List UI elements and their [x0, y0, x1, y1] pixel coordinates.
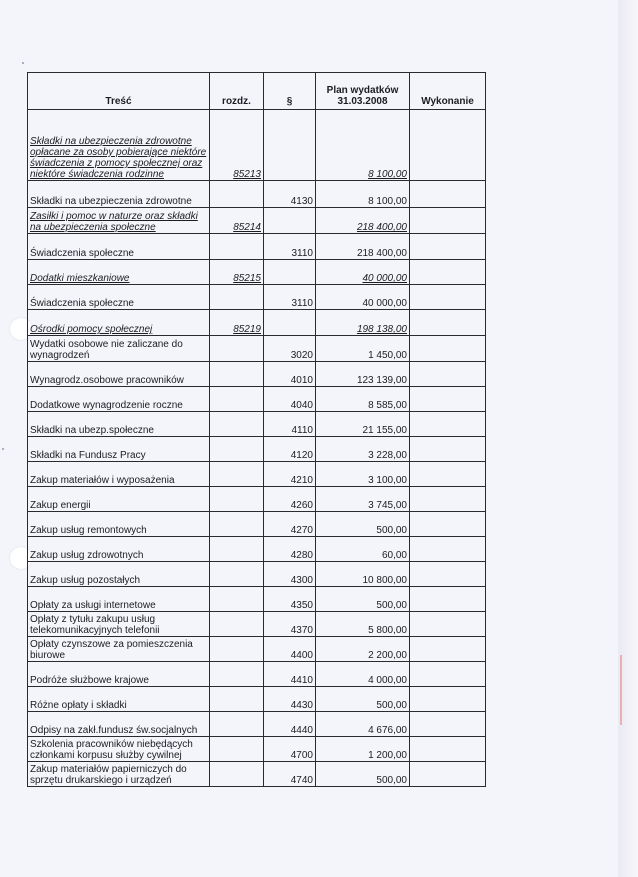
table-row [28, 687, 486, 712]
cell-desc: Opłaty czynszowe za pomieszczenia biurowe [28, 637, 210, 662]
cell-rozdz [210, 662, 264, 687]
cell-paragraph: 4280 [264, 537, 316, 562]
table-header-row [28, 73, 486, 110]
cell-rozdz: 85214 [210, 208, 264, 234]
cell-exec [410, 587, 486, 612]
cell-rozdz [210, 234, 264, 260]
cell-paragraph: 4010 [264, 362, 316, 387]
cell-plan: 60,00 [316, 537, 410, 562]
cell-plan: 4 676,00 [316, 712, 410, 737]
cell-plan: 2 200,00 [316, 637, 410, 662]
cell-rozdz [210, 387, 264, 412]
cell-paragraph [264, 260, 316, 285]
cell-exec [410, 310, 486, 336]
cell-desc: Dodatki mieszkaniowe [28, 260, 210, 285]
table-row [28, 208, 486, 234]
cell-paragraph: 3110 [264, 285, 316, 310]
cell-plan: 500,00 [316, 687, 410, 712]
cell-plan: 40 000,00 [316, 285, 410, 310]
cell-paragraph: 4370 [264, 612, 316, 637]
cell-paragraph: 4350 [264, 587, 316, 612]
header-rozdz: rozdz. [210, 73, 264, 110]
cell-desc: Zakup energii [28, 487, 210, 512]
table-row [28, 462, 486, 487]
cell-exec [410, 412, 486, 437]
cell-rozdz [210, 612, 264, 637]
cell-exec [410, 712, 486, 737]
cell-rozdz: 85213 [210, 110, 264, 181]
cell-desc: Świadczenia społeczne [28, 234, 210, 260]
cell-desc: Składki na ubezpieczenia zdrowotne [28, 181, 210, 208]
cell-rozdz [210, 437, 264, 462]
cell-desc: Zakup materiałów i wyposażenia [28, 462, 210, 487]
table-row [28, 310, 486, 336]
table-row [28, 362, 486, 387]
table-row [28, 512, 486, 537]
cell-plan: 10 800,00 [316, 562, 410, 587]
cell-plan: 1 450,00 [316, 336, 410, 362]
table-row [28, 587, 486, 612]
cell-plan: 3 228,00 [316, 437, 410, 462]
table-row [28, 762, 486, 787]
cell-rozdz: 85215 [210, 260, 264, 285]
cell-exec [410, 387, 486, 412]
header-plan [316, 73, 410, 110]
header-tresc: Treść [28, 73, 210, 110]
cell-plan: 218 400,00 [316, 234, 410, 260]
cell-exec [410, 687, 486, 712]
cell-exec [410, 181, 486, 208]
header-wykonanie: Wykonanie [410, 73, 486, 110]
cell-paragraph: 4700 [264, 737, 316, 762]
cell-exec [410, 362, 486, 387]
cell-exec [410, 762, 486, 787]
cell-desc: Składki na ubezpieczenia zdrowotne opłacane za osoby pobierające niektóre świadczenia z pomocy społecznej oraz niektóre świadczenia rodzinne [28, 110, 210, 181]
scan-edge-mark [620, 655, 622, 725]
table-row [28, 712, 486, 737]
cell-plan: 123 139,00 [316, 362, 410, 387]
cell-rozdz [210, 487, 264, 512]
header-plan-line2: 31.03.2008 [337, 96, 388, 107]
cell-plan: 500,00 [316, 587, 410, 612]
cell-paragraph: 4430 [264, 687, 316, 712]
table-row [28, 181, 486, 208]
cell-exec [410, 487, 486, 512]
table-row [28, 285, 486, 310]
cell-paragraph [264, 110, 316, 181]
cell-paragraph: 4130 [264, 181, 316, 208]
cell-desc: Składki na Fundusz Pracy [28, 437, 210, 462]
cell-desc: Dodatkowe wynagrodzenie roczne [28, 387, 210, 412]
cell-paragraph: 4270 [264, 512, 316, 537]
cell-desc: Zasiłki i pomoc w naturze oraz składki na ubezpieczenia społeczne [28, 208, 210, 234]
cell-exec [410, 110, 486, 181]
table-row [28, 662, 486, 687]
cell-rozdz [210, 587, 264, 612]
cell-plan: 8 100,00 [316, 110, 410, 181]
cell-plan: 198 138,00 [316, 310, 410, 336]
cell-plan: 1 200,00 [316, 737, 410, 762]
table-row [28, 437, 486, 462]
cell-paragraph: 4040 [264, 387, 316, 412]
cell-exec [410, 462, 486, 487]
cell-rozdz: 85219 [210, 310, 264, 336]
cell-rozdz [210, 412, 264, 437]
table-row [28, 637, 486, 662]
cell-rozdz [210, 512, 264, 537]
cell-exec [410, 637, 486, 662]
table-row [28, 562, 486, 587]
table-row [28, 612, 486, 637]
cell-rozdz [210, 285, 264, 310]
cell-exec [410, 208, 486, 234]
cell-desc: Szkolenia pracowników niebędących członkami korpusu służby cywilnej [28, 737, 210, 762]
cell-plan: 40 000,00 [316, 260, 410, 285]
cell-desc: Podróże służbowe krajowe [28, 662, 210, 687]
cell-desc: Wydatki osobowe nie zaliczane do wynagrodzeń [28, 336, 210, 362]
cell-rozdz [210, 637, 264, 662]
cell-desc: Wynagrodz.osobowe pracowników [28, 362, 210, 387]
cell-exec [410, 537, 486, 562]
table-row [28, 234, 486, 260]
table-row [28, 260, 486, 285]
cell-plan: 218 400,00 [316, 208, 410, 234]
table-row [28, 537, 486, 562]
header-paragraph: § [264, 73, 316, 110]
cell-desc: Zakup usług remontowych [28, 512, 210, 537]
cell-desc: Opłaty z tytułu zakupu usług telekomunikacyjnych telefonii [28, 612, 210, 637]
table-row [28, 412, 486, 437]
cell-rozdz [210, 336, 264, 362]
cell-plan: 500,00 [316, 762, 410, 787]
cell-paragraph: 4410 [264, 662, 316, 687]
cell-plan: 3 100,00 [316, 462, 410, 487]
cell-paragraph: 4740 [264, 762, 316, 787]
cell-desc: Opłaty za usługi internetowe [28, 587, 210, 612]
cell-paragraph: 4300 [264, 562, 316, 587]
cell-paragraph: 4400 [264, 637, 316, 662]
cell-desc: Zakup usług pozostałych [28, 562, 210, 587]
cell-plan: 8 100,00 [316, 181, 410, 208]
budget-table [27, 72, 486, 787]
cell-paragraph: 3110 [264, 234, 316, 260]
cell-exec [410, 260, 486, 285]
cell-rozdz [210, 687, 264, 712]
cell-exec [410, 612, 486, 637]
cell-exec [410, 285, 486, 310]
cell-rozdz [210, 537, 264, 562]
table-row [28, 737, 486, 762]
scan-speck [2, 448, 4, 450]
cell-plan: 8 585,00 [316, 387, 410, 412]
cell-desc: Zakup materiałów papierniczych do sprzętu drukarskiego i urządzeń [28, 762, 210, 787]
cell-plan: 5 800,00 [316, 612, 410, 637]
cell-plan: 500,00 [316, 512, 410, 537]
page-edge [618, 0, 638, 877]
cell-paragraph: 3020 [264, 336, 316, 362]
cell-paragraph: 4440 [264, 712, 316, 737]
cell-desc: Różne opłaty i składki [28, 687, 210, 712]
cell-desc: Składki na ubezp.społeczne [28, 412, 210, 437]
cell-exec [410, 336, 486, 362]
cell-exec [410, 737, 486, 762]
cell-rozdz [210, 362, 264, 387]
cell-desc: Zakup usług zdrowotnych [28, 537, 210, 562]
cell-rozdz [210, 737, 264, 762]
cell-rozdz [210, 181, 264, 208]
cell-desc: Świadczenia społeczne [28, 285, 210, 310]
cell-paragraph: 4260 [264, 487, 316, 512]
cell-paragraph [264, 208, 316, 234]
cell-paragraph: 4120 [264, 437, 316, 462]
cell-exec [410, 562, 486, 587]
header-plan-line1: Plan wydatków [326, 85, 399, 96]
cell-rozdz [210, 462, 264, 487]
cell-desc: Ośrodki pomocy społecznej [28, 310, 210, 336]
table-row [28, 387, 486, 412]
cell-exec [410, 512, 486, 537]
cell-plan: 3 745,00 [316, 487, 410, 512]
cell-exec [410, 437, 486, 462]
cell-plan: 4 000,00 [316, 662, 410, 687]
cell-desc: Odpisy na zakł.fundusz św.socjalnych [28, 712, 210, 737]
table-row [28, 110, 486, 181]
cell-plan: 21 155,00 [316, 412, 410, 437]
cell-paragraph [264, 310, 316, 336]
cell-rozdz [210, 562, 264, 587]
cell-rozdz [210, 712, 264, 737]
table-row [28, 336, 486, 362]
table-row [28, 487, 486, 512]
cell-paragraph: 4110 [264, 412, 316, 437]
scan-speck [22, 62, 24, 64]
cell-paragraph: 4210 [264, 462, 316, 487]
cell-rozdz [210, 762, 264, 787]
cell-exec [410, 662, 486, 687]
cell-exec [410, 234, 486, 260]
